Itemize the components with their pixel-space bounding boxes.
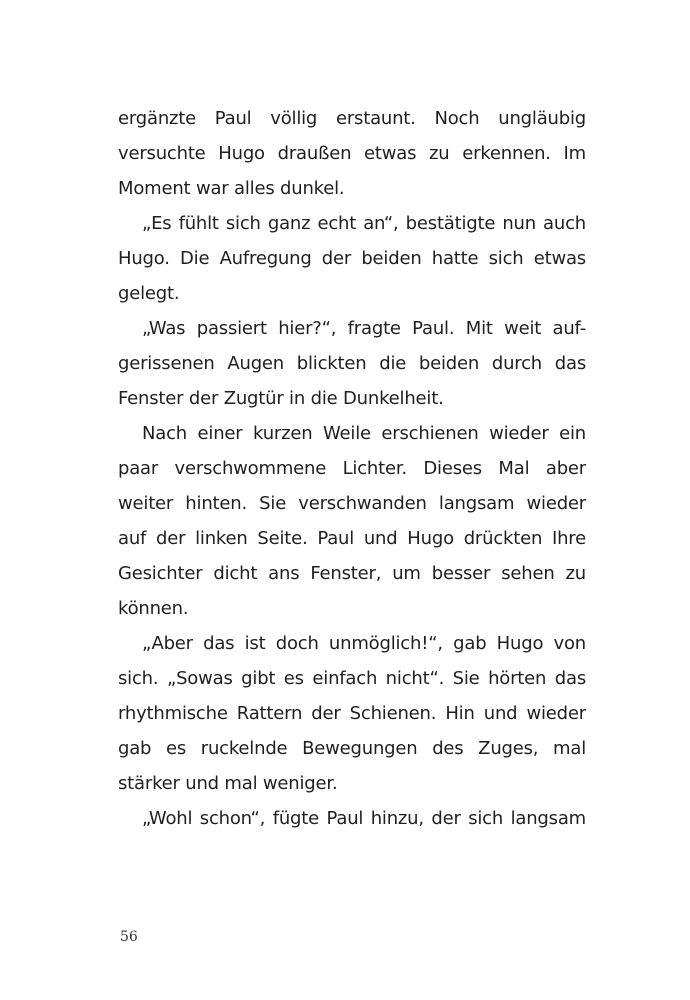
text-line: gab es ruckelnde Bewegungen des Zuges, mal [118, 738, 586, 759]
page-number: 56 [120, 929, 138, 945]
text-line: können. [118, 598, 189, 619]
paragraph [118, 801, 586, 836]
text-line: gelegt. [118, 283, 180, 304]
text-line: versuchte Hugo draußen etwas zu erkennen. Im [118, 143, 586, 164]
text-line: auf der linken Seite. Paul und Hugo drückten Ihre [118, 528, 586, 549]
paragraph [118, 206, 586, 311]
body-text [118, 101, 586, 836]
text-line: „Aber das ist doch unmöglich!“, gab Hugo von [142, 633, 586, 654]
text-line: Gesichter dicht ans Fenster, um besser sehen zu [118, 563, 586, 584]
text-line: „Es fühlt sich ganz echt an“, bestätigte nun auch [142, 213, 586, 234]
paragraph [118, 416, 586, 626]
text-line: rhythmische Rattern der Schienen. Hin und wieder [118, 703, 586, 724]
text-line: „Was passiert hier?“, fragte Paul. Mit weit auf- [142, 318, 586, 339]
text-line: stärker und mal weniger. [118, 773, 338, 794]
paragraph [118, 101, 586, 206]
text-line: Nach einer kurzen Weile erschienen wieder ein [142, 423, 586, 444]
paragraph [118, 311, 586, 416]
text-line: Fenster der Zugtür in die Dunkelheit. [118, 388, 444, 409]
text-line: sich. „Sowas gibt es einfach nicht“. Sie hörten das [118, 668, 586, 689]
text-line: Hugo. Die Aufregung der beiden hatte sich etwas [118, 248, 586, 269]
text-line: paar verschwommene Lichter. Dieses Mal aber [118, 458, 586, 479]
text-line: gerissenen Augen blickten die beiden durch das [118, 353, 586, 374]
text-line: ergänzte Paul völlig erstaunt. Noch ungläubig [118, 108, 586, 129]
paragraph [118, 626, 586, 801]
text-line: „Wohl schon“, fügte Paul hinzu, der sich langsam [142, 808, 586, 829]
text-line: weiter hinten. Sie verschwanden langsam wieder [118, 493, 586, 514]
text-line: Moment war alles dunkel. [118, 178, 345, 199]
